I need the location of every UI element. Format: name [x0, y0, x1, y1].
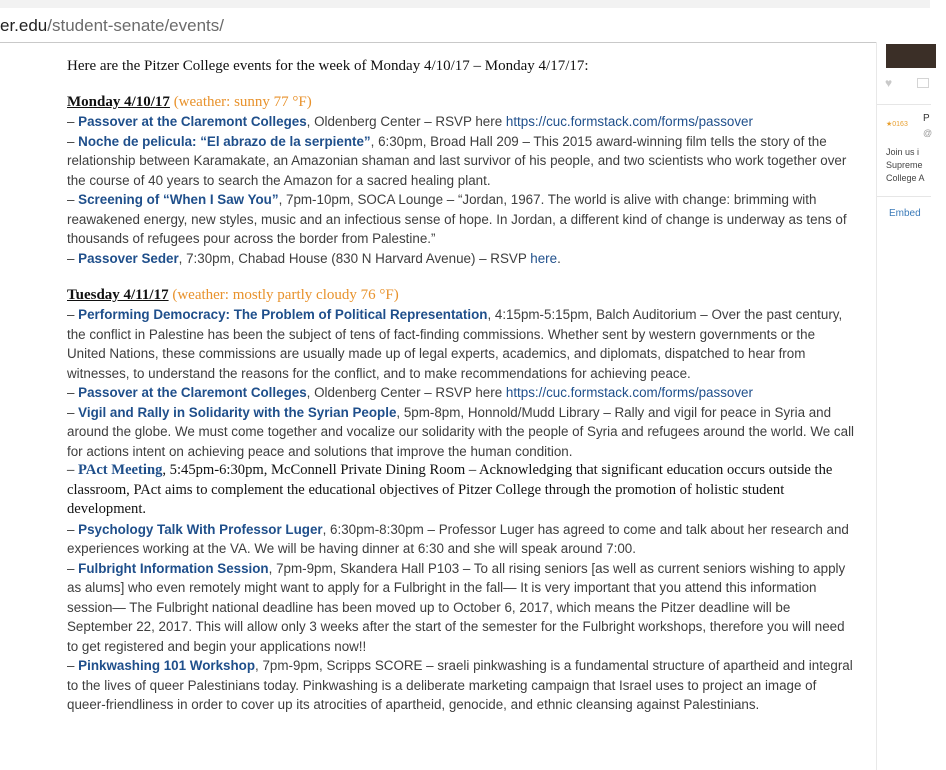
- event-item: [67, 559, 857, 657]
- day-section: [67, 93, 857, 268]
- twitter-sidebar: [876, 42, 931, 770]
- tweet-text: [886, 146, 946, 185]
- event-description: , 7pm-9pm, Scripps SCORE – sraeli pinkwashing is a fundamental structure of apartheid and integral to the lives of queer Palestinians today. Pinkwashing is a deliberate marketing campaign that Israel uses to project an image of queer-friendliness in order to cover up its atrocities of apartheid, genocide, and ethnic cleansing against Palestinians.: [67, 658, 853, 712]
- event-description: , 6:30pm-8:30pm – Professor Luger has agreed to come and talk about her research and experiences working at the VA. We will be having dinner at 6:30 and she will speak around 7:00.: [67, 521, 849, 556]
- event-title-link[interactable]: Fulbright Information Session: [78, 560, 269, 576]
- share-icon[interactable]: [917, 78, 929, 88]
- event-title-link[interactable]: Pinkwashing 101 Workshop: [78, 658, 256, 673]
- event-dash: –: [67, 250, 79, 266]
- event-description: , 4:15pm-5:15pm, Balch Auditorium – Over the past century, the conflict in Palestine has been the subject of tens of fact-finding commissions. Whether sent by western governments or the United Nations, these commissions are usually made up of legal experts, academics, and diplomats, dispatched to hear from witnesses, to understand the reasons for the conflict, and to make recommendations for achieving peace.: [67, 307, 843, 381]
- event-title-link[interactable]: Performing Democracy: The Problem of Political Representation: [78, 307, 488, 322]
- event-item: [67, 656, 857, 715]
- url-path: /student-senate/events/: [47, 16, 224, 35]
- event-dash: –: [67, 658, 79, 673]
- event-dash: –: [67, 133, 79, 149]
- divider: [877, 196, 931, 197]
- event-title-link[interactable]: Passover at the Claremont Colleges: [78, 385, 307, 400]
- event-title-link[interactable]: Passover Seder: [78, 250, 179, 266]
- event-item: [67, 190, 857, 249]
- rsvp-link[interactable]: https://cuc.formstack.com/forms/passover: [505, 385, 753, 400]
- account-logo: ★0163: [886, 121, 908, 128]
- rsvp-link[interactable]: https://cuc.formstack.com/forms/passover: [505, 114, 753, 129]
- event-dash: –: [67, 307, 79, 322]
- event-item: [67, 461, 857, 520]
- weather-note: (weather: mostly partly cloudy 76 °F): [172, 287, 399, 303]
- day-heading: [67, 286, 857, 305]
- event-title-link[interactable]: PAct Meeting: [77, 462, 163, 478]
- day-name: Monday 4/10/17: [67, 94, 170, 110]
- event-dash: –: [67, 114, 79, 129]
- event-dash: –: [67, 560, 79, 576]
- event-title-link[interactable]: Passover at the Claremont Colleges: [78, 114, 307, 129]
- event-title-link[interactable]: Vigil and Rally in Solidarity with the Syrian People: [78, 404, 397, 420]
- event-dash: –: [67, 192, 79, 207]
- tweet-text-line: Supreme: [886, 160, 923, 170]
- event-item: [67, 132, 857, 191]
- event-description: , 5:45pm-6:30pm, McConnell Private Dining Room – Acknowledging that significant education occurs outside the classroom, PAct aims to complement the educational objectives of Pitzer College through the promotion of holistic student development.: [67, 462, 833, 517]
- event-dash: –: [67, 462, 78, 478]
- event-item: [67, 383, 857, 403]
- tweet-photo[interactable]: [886, 44, 936, 68]
- account-handle[interactable]: @: [923, 128, 933, 138]
- embed-link[interactable]: Embed: [889, 208, 921, 219]
- event-item: [67, 403, 857, 462]
- event-title-link[interactable]: Noche de pelicula: “El abrazo de la serpiente”: [78, 133, 371, 149]
- event-item: [67, 249, 857, 269]
- account-name[interactable]: P: [923, 113, 930, 124]
- event-title-link[interactable]: Psychology Talk With Professor Luger: [78, 521, 323, 537]
- event-item: [67, 520, 857, 559]
- event-item: [67, 305, 857, 383]
- address-bar[interactable]: [0, 8, 930, 43]
- event-item: [67, 112, 857, 132]
- tweet-text-line: College A: [886, 173, 925, 183]
- event-description: , 7:30pm, Chabad House (830 N Harvard Avenue) – RSVP: [178, 250, 531, 266]
- event-title-link[interactable]: Screening of “When I Saw You”: [78, 192, 279, 207]
- event-dash: –: [67, 521, 79, 537]
- event-description: , 7pm-9pm, Skandera Hall P103 – To all rising seniors [as well as current seniors wishing to apply as alums] who even remotely might want to apply for a Fulbright in the fall— It is very important that you attend this information session— The Fulbright national deadline has been moved up to October 6, 2017, which means the Pitzer deadline will be September 22, 2017. This will allow only 3 weeks after the start of the semester for the Fulbright workshops, therefore you will need to get registered and begin your applications now!!: [67, 560, 846, 654]
- event-description: , Oldenberg Center – RSVP here: [306, 114, 506, 129]
- event-description: , 7pm-10pm, SOCA Lounge – “Jordan, 1967. The world is alive with change: brimming with reawakened energy, new styles, music and an infectious sense of hope. In Jordan, a different kind of change is underway as tens of thousands of refugees pour across the border from Palestine.”: [67, 192, 847, 246]
- event-description: , Oldenberg Center – RSVP here: [306, 385, 506, 400]
- weather-note: (weather: sunny 77 °F): [173, 94, 312, 110]
- event-description: , 5pm-8pm, Honnold/Mudd Library – Rally and vigil for peace in Syria and around the globe. We must come together and vocalize our solidarity with the people of Syria and refugees around the world. We call for actions intent on achieving peace and solutions that improve the human condition.: [67, 404, 855, 459]
- tweet-text-line: Join us i: [886, 147, 920, 157]
- event-dash: –: [67, 385, 79, 400]
- day-section: [67, 286, 857, 715]
- heart-icon[interactable]: ♥: [885, 76, 893, 90]
- event-tail: .: [557, 250, 561, 266]
- rsvp-link[interactable]: here: [530, 250, 558, 266]
- day-heading: [67, 93, 857, 112]
- days-list: [67, 93, 857, 715]
- main-content: [67, 58, 857, 733]
- url-host: er.edu: [0, 16, 48, 35]
- event-dash: –: [67, 404, 79, 420]
- event-description: , 6:30pm, Broad Hall 209 – This 2015 award-winning film tells the story of the relationship between Karamakate, an Amazonian shaman and last survivor of his people, and two scientists who work together over the course of 40 years to search the Amazon for a sacred healing plant.: [67, 133, 847, 188]
- day-name: Tuesday 4/11/17: [67, 287, 169, 303]
- intro-text: Here are the Pitzer College events for the week of Monday 4/10/17 – Monday 4/17/17:: [67, 58, 589, 74]
- divider: [877, 104, 931, 105]
- url-text[interactable]: [0, 16, 224, 36]
